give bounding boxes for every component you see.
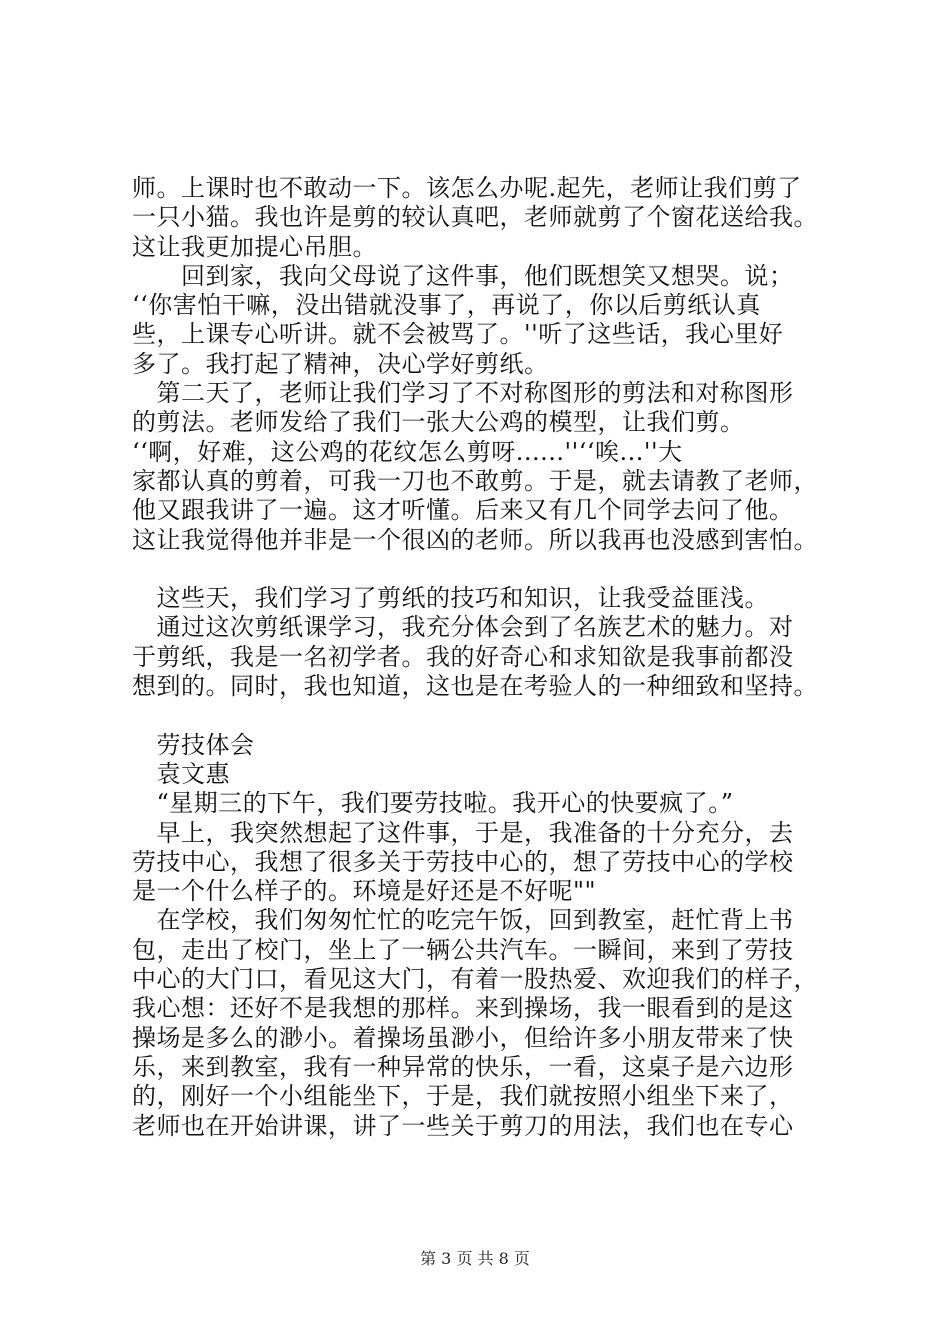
text-line: 早上，我突然想起了这件事，于是，我准备的十分充分，去 <box>132 818 794 847</box>
text-line: 师。上课时也不敢动一下。该怎么办呢.起先，老师让我们剪了 <box>132 174 802 202</box>
text-line: 中心的大门口，看见这大门，有着一股热爱、欢迎我们的样子， <box>132 965 818 994</box>
text-line: 回到家，我向父母说了这件事，他们既想笑又想哭。说； <box>132 261 794 290</box>
text-line: 是一个什么样子的。环境是好还是不好呢"" <box>132 877 597 906</box>
text-line: 通过这次剪纸课学习，我充分体会到了名族艺术的魅力。对 <box>132 613 794 642</box>
text-line: 劳技中心，我想了很多关于劳技中心的，想了劳技中心的学校 <box>132 847 794 876</box>
text-line: 于剪纸，我是一名初学者。我的好奇心和求知欲是我事前都没 <box>132 642 794 671</box>
text-line: 想到的。同时，我也知道，这也是在考验人的一种细致和坚持。 <box>132 672 818 701</box>
text-line: 他又跟我讲了一遍。这才听懂。后来又有几个同学去问了他。 <box>132 496 794 525</box>
text-line: ‘‘啊，好难，这公鸡的花纹怎么剪呀......''‘‘唉...''大 <box>132 437 683 466</box>
text-line: 乐，来到教室，我有一种异常的快乐，一看，这桌子是六边形 <box>132 1052 794 1081</box>
text-line: 家都认真的剪着，可我一刀也不敢剪。于是，就去请教了老师， <box>132 466 818 495</box>
text-line: 这些天，我们学习了剪纸的技巧和知识，让我受益匪浅。 <box>132 584 769 613</box>
text-line: 些，上课专心听讲。就不会被骂了。''听了这些话，我心里好 <box>132 320 784 349</box>
text-line: 这让我觉得他并非是一个很凶的老师。所以我再也没感到害怕。 <box>132 525 818 554</box>
body-text <box>132 174 844 1141</box>
text-line: 操场是多么的渺小。着操场虽渺小，但给许多小朋友带来了快 <box>132 1023 794 1052</box>
text-line: “星期三的下午，我们要劳技啦。我开心的快要疯了。” <box>132 789 734 818</box>
text-line: 多了。我打起了精神，决心学好剪纸。 <box>132 349 549 378</box>
author-name: 袁文惠 <box>132 759 230 788</box>
page-number-footer: 第 3 页 共 8 页 <box>420 1249 530 1268</box>
text-line: 的，刚好一个小组能坐下，于是，我们就按照小组坐下来了， <box>132 1082 794 1111</box>
text-line: 包，走出了校门，坐上了一辆公共汽车。一瞬间，来到了劳技 <box>132 935 794 964</box>
text-line: 的剪法。老师发给了我们一张大公鸡的模型，让我们剪。 <box>132 408 745 437</box>
blank-line <box>132 701 844 730</box>
text-line: 在学校，我们匆匆忙忙的吃完午饭，回到教室，赶忙背上书 <box>132 906 794 935</box>
section-title: 劳技体会 <box>132 730 255 759</box>
text-line: 这让我更加提心吊胆。 <box>132 232 377 261</box>
blank-line <box>132 555 844 584</box>
text-line: 第二天了，老师让我们学习了不对称图形的剪法和对称图形 <box>132 379 794 408</box>
text-line: ‘‘你害怕干嘛，没出错就没事了，再说了，你以后剪纸认真 <box>132 291 761 320</box>
text-line: 老师也在开始讲课，讲了一些关于剪刀的用法，我们也在专心 <box>132 1111 794 1140</box>
text-line: 我心想：还好不是我想的那样。来到操场，我一眼看到的是这 <box>132 994 794 1023</box>
text-line: 一只小猫。我也许是剪的较认真吧，老师就剪了个窗花送给我。 <box>132 203 818 232</box>
